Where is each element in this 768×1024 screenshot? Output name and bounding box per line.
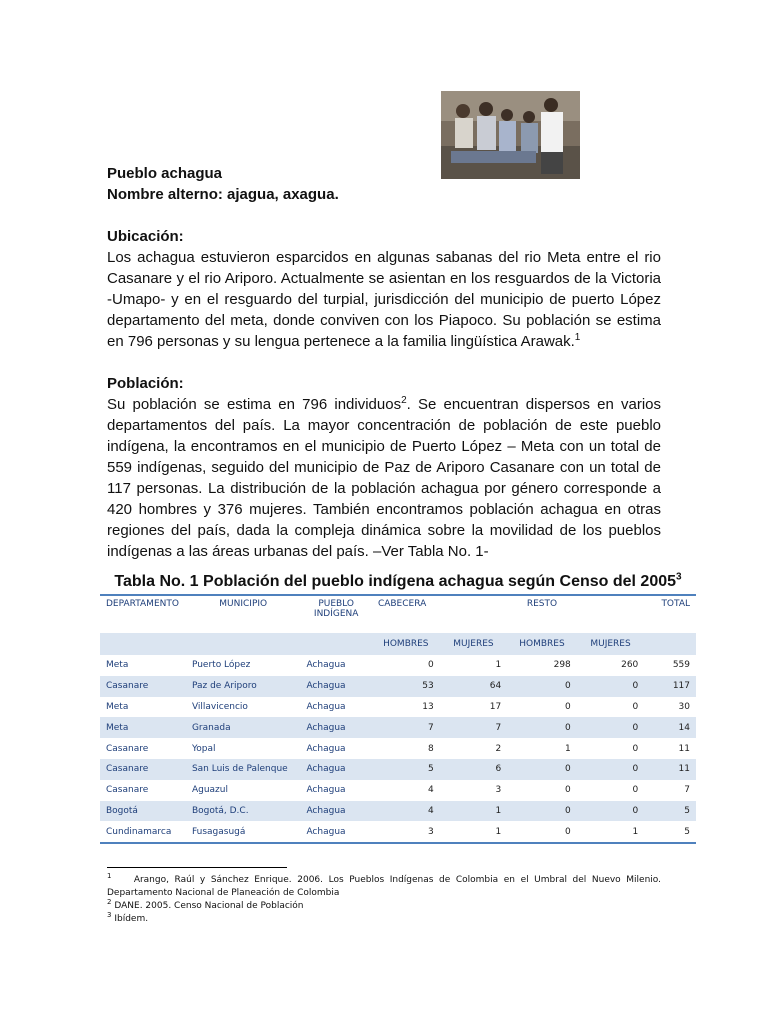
table-row: [100, 676, 696, 697]
cell-resto-hombres: 0: [507, 801, 577, 822]
header-municipio: MUNICIPIO: [186, 595, 300, 633]
footnote-text-2: DANE. 2005. Censo Nacional de Población: [114, 901, 304, 911]
table-subheader-row: [100, 633, 696, 655]
cell-pueblo: Achagua: [300, 676, 372, 697]
table-row: [100, 717, 696, 738]
poblacion-text-start: Su población se estima en 796 individuos: [107, 396, 402, 413]
ubicacion-text: Los achagua estuvieron esparcidos en algunas sabanas del rio Meta entre el rio Casanare y el rio Ariporo. Actualmente se asientan en los resguardos de la Victoria -Umapo- y en el resguardo del turpial, jurisdicción del municipio de puerto López departamento del meta, donde conviven con los Piapoco. Su población se estima en 796 personas y su lengua pertenece a la familia lingüística Arawak.: [107, 249, 661, 350]
header-departamento: DEPARTAMENTO: [100, 595, 186, 633]
footnote-3: [107, 913, 661, 926]
table-row: [100, 759, 696, 780]
header-resto: RESTO: [507, 595, 577, 633]
cell-pueblo: Achagua: [306, 701, 346, 712]
poblacion-paragraph: [107, 394, 661, 562]
header-total: TOTAL: [644, 595, 696, 633]
cell-departamento: Cundinamarca: [100, 821, 186, 843]
cell-municipio: Villavicencio: [191, 701, 248, 712]
cell-total: 5: [644, 821, 696, 843]
cell-total: 5: [644, 801, 696, 822]
cell-resto-hombres: 1: [565, 743, 571, 754]
cell-cabecera-hombres: 53: [372, 676, 440, 697]
footnote-mark-1: 1: [107, 872, 112, 880]
cell-cabecera-mujeres: 2: [495, 743, 502, 754]
table-row: [100, 738, 696, 759]
cell-municipio: Granada: [186, 717, 300, 738]
cell-cabecera-mujeres: 6: [440, 759, 508, 780]
cell-cabecera-hombres: 7: [372, 717, 440, 738]
footnote-ref-1[interactable]: 1: [574, 332, 581, 343]
cell-municipio: Aguazul: [191, 785, 228, 796]
header-pueblo: PUEBLO INDÍGENA: [300, 595, 372, 633]
alternate-name: Nombre alterno: ajagua, axagua.: [107, 186, 339, 203]
cell-cabecera-hombres: 4: [372, 801, 440, 822]
cell-pueblo: Achagua: [300, 759, 372, 780]
cell-total: 14: [644, 717, 696, 738]
cell-resto-hombres: 0: [507, 717, 577, 738]
footnote-mark-2: 2: [107, 898, 112, 906]
cell-cabecera-hombres: 8: [427, 743, 434, 754]
cell-resto-hombres: 0: [507, 676, 577, 697]
poblacion-text-end: . Se encuentran dispersos en varios departamentos del país. La mayor concentración de población de este pueblo indígena, la encontramos en el municipio de Puerto López – Meta con un total de 559 indígenas, seguido del municipio de Paz de Ariporo Casanare con un total de 117 personas. La distribución de la población achagua por género corresponde a 420 hombres y 376 mujeres. También encontramos población achagua en otras regiones del país, dada la compleja dinámica sobre la movilidad de los pueblos indígenas a las áreas urbanas del país. –Ver Tabla No. 1-: [107, 396, 661, 560]
cell-pueblo: Achagua: [300, 821, 372, 843]
footnote-1: [107, 874, 661, 900]
cell-cabecera-mujeres: 7: [440, 717, 508, 738]
census-table: [100, 594, 696, 844]
document-body: [107, 163, 661, 562]
cell-cabecera-mujeres: 64: [440, 676, 508, 697]
cell-resto-mujeres: 0: [577, 759, 645, 780]
cell-departamento: Meta: [100, 717, 186, 738]
table-row: [100, 655, 696, 676]
ubicacion-heading: Ubicación:: [107, 228, 184, 245]
cell-resto-mujeres: 0: [577, 676, 645, 697]
cell-resto-mujeres: 1: [577, 821, 645, 843]
cell-resto-hombres: 0: [507, 821, 577, 843]
cell-resto-mujeres: 0: [577, 801, 645, 822]
cell-pueblo: Achagua: [306, 660, 346, 671]
document-title: Pueblo achagua: [107, 165, 223, 182]
footnote-ref-3[interactable]: 3: [676, 571, 682, 583]
header-cabecera: CABECERA: [372, 595, 440, 633]
table-title: [100, 572, 696, 592]
cell-municipio: Yopal: [191, 743, 216, 754]
cell-municipio: Fusagasugá: [186, 821, 300, 843]
cell-total: 7: [684, 785, 690, 796]
cell-cabecera-mujeres: 17: [489, 701, 502, 712]
table-row: [100, 780, 696, 801]
cell-total: 30: [678, 701, 690, 712]
table-row: [100, 697, 696, 718]
table-row: [100, 801, 696, 822]
cell-resto-mujeres: 0: [577, 717, 645, 738]
cell-departamento: Casanare: [100, 759, 186, 780]
table-title-text: Tabla No. 1 Población del pueblo indígena achagua según Censo del 2005: [114, 573, 677, 590]
cell-resto-hombres: 298: [553, 660, 571, 671]
cell-total: 11: [678, 743, 690, 754]
footnote-separator: [107, 867, 287, 868]
header-resto-mujeres: MUJERES: [577, 633, 645, 655]
cell-pueblo: Achagua: [306, 743, 346, 754]
cell-resto-mujeres: 0: [632, 743, 639, 754]
footnote-ref-2[interactable]: 2: [401, 395, 407, 406]
cell-departamento: Meta: [106, 660, 129, 671]
cell-municipio: Paz de Ariporo: [186, 676, 300, 697]
cell-departamento: Bogotá: [100, 801, 186, 822]
footnote-text-1: Arango, Raúl y Sánchez Enrique. 2006. Los Pueblos Indígenas de Colombia en el Umbral del Nuevo Milenio. Departamento Nacional de Planeación de Colombia: [107, 875, 661, 898]
cell-resto-hombres: 0: [565, 785, 571, 796]
cell-departamento: Meta: [106, 701, 129, 712]
cell-resto-mujeres: 0: [632, 785, 639, 796]
cell-resto-mujeres: 260: [621, 660, 639, 671]
poblacion-heading: Población:: [107, 375, 184, 392]
cell-pueblo: Achagua: [300, 801, 372, 822]
cell-departamento: Casanare: [106, 743, 149, 754]
cell-resto-hombres: 0: [565, 701, 571, 712]
header-cabecera-mujeres: MUJERES: [440, 633, 508, 655]
footnote-2: [107, 900, 661, 913]
cell-municipio: Puerto López: [191, 660, 251, 671]
cell-cabecera-hombres: 13: [422, 701, 434, 712]
footnote-mark-3: 3: [107, 911, 112, 919]
cell-pueblo: Achagua: [300, 717, 372, 738]
cell-total: 117: [644, 676, 696, 697]
cell-departamento: Casanare: [106, 785, 149, 796]
cell-total: 11: [644, 759, 696, 780]
cell-municipio: Bogotá, D.C.: [186, 801, 300, 822]
table-header-row: [100, 595, 696, 633]
cell-departamento: Casanare: [100, 676, 186, 697]
footnote-text-3: Ibídem.: [114, 914, 149, 924]
ubicacion-paragraph: [107, 247, 661, 352]
cell-cabecera-mujeres: 1: [495, 660, 502, 671]
cell-cabecera-hombres: 3: [372, 821, 440, 843]
table-row: [100, 821, 696, 843]
cell-resto-hombres: 0: [507, 759, 577, 780]
cell-cabecera-hombres: 0: [427, 660, 434, 671]
cell-pueblo: Achagua: [306, 785, 346, 796]
header-cabecera-hombres: HOMBRES: [372, 633, 440, 655]
cell-cabecera-hombres: 5: [372, 759, 440, 780]
cell-cabecera-mujeres: 1: [440, 821, 508, 843]
cell-resto-mujeres: 0: [632, 701, 639, 712]
footnotes: [107, 874, 661, 926]
cell-cabecera-mujeres: 1: [440, 801, 508, 822]
cell-cabecera-mujeres: 3: [495, 785, 502, 796]
header-resto-hombres: HOMBRES: [507, 633, 577, 655]
cell-cabecera-hombres: 4: [427, 785, 434, 796]
cell-total: 559: [672, 660, 690, 671]
cell-municipio: San Luis de Palenque: [186, 759, 300, 780]
